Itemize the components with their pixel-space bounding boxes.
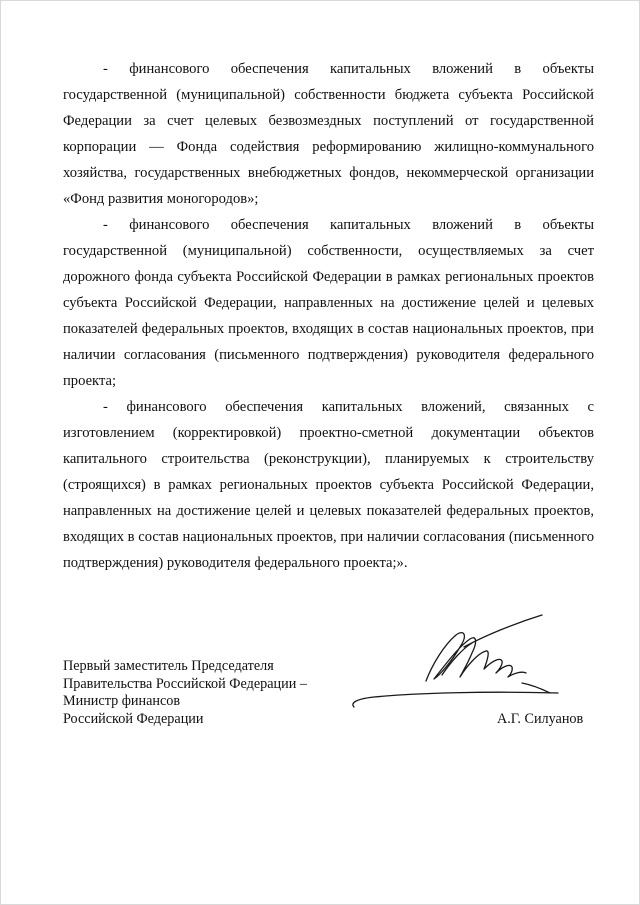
position-line-3: Министр финансов xyxy=(63,693,181,709)
signatory-name: А.Г. Силуанов xyxy=(497,711,584,727)
document-body xyxy=(63,56,594,576)
paragraph-2: - финансового обеспечения капитальных вложений в объекты государственной (муниципальной) собственности, осуществляемых за счет дорожного фонда субъекта Российской Федерации в рамках региональных проектов субъекта Российской Федерации, направленных на достижение целей и целевых показателей федеральных проектов, входящих в состав национальных проектов, при наличии согласования (письменного подтверждения) руководителя федерального проекта; xyxy=(63,217,594,389)
position-line-2: Правительства Российской Федерации – xyxy=(63,675,307,692)
position-line-1: Первый заместитель Председателя xyxy=(63,658,274,674)
paragraph-3: - финансового обеспечения капитальных вложений, связанных с изготовлением (корректировкой) проектно-сметной документации объектов капитального строительства (реконструкции), планируемых к строительству (строящихся) в рамках региональных проектов субъекта Российской Федерации, направленных на достижение целей и целевых показателей федеральных проектов, входящих в состав национальных проектов, при наличии согласования (письменного подтверждения) руководителя федерального проекта;». xyxy=(63,399,594,571)
signatory-position xyxy=(63,658,307,728)
position-line-4: Российской Федерации xyxy=(63,710,204,727)
handwritten-signature-icon xyxy=(346,613,571,713)
paragraph-1: - финансового обеспечения капитальных вложений в объекты государственной (муниципальной) собственности бюджета субъекта Российской Федерации за счет целевых безвозмездных поступлений от государственной корпорации — Фонда содействия реформированию жилищно-коммунального хозяйства, государственных внебюджетных фондов, некоммерческой организации «Фонд развития моногородов»; xyxy=(63,61,594,207)
